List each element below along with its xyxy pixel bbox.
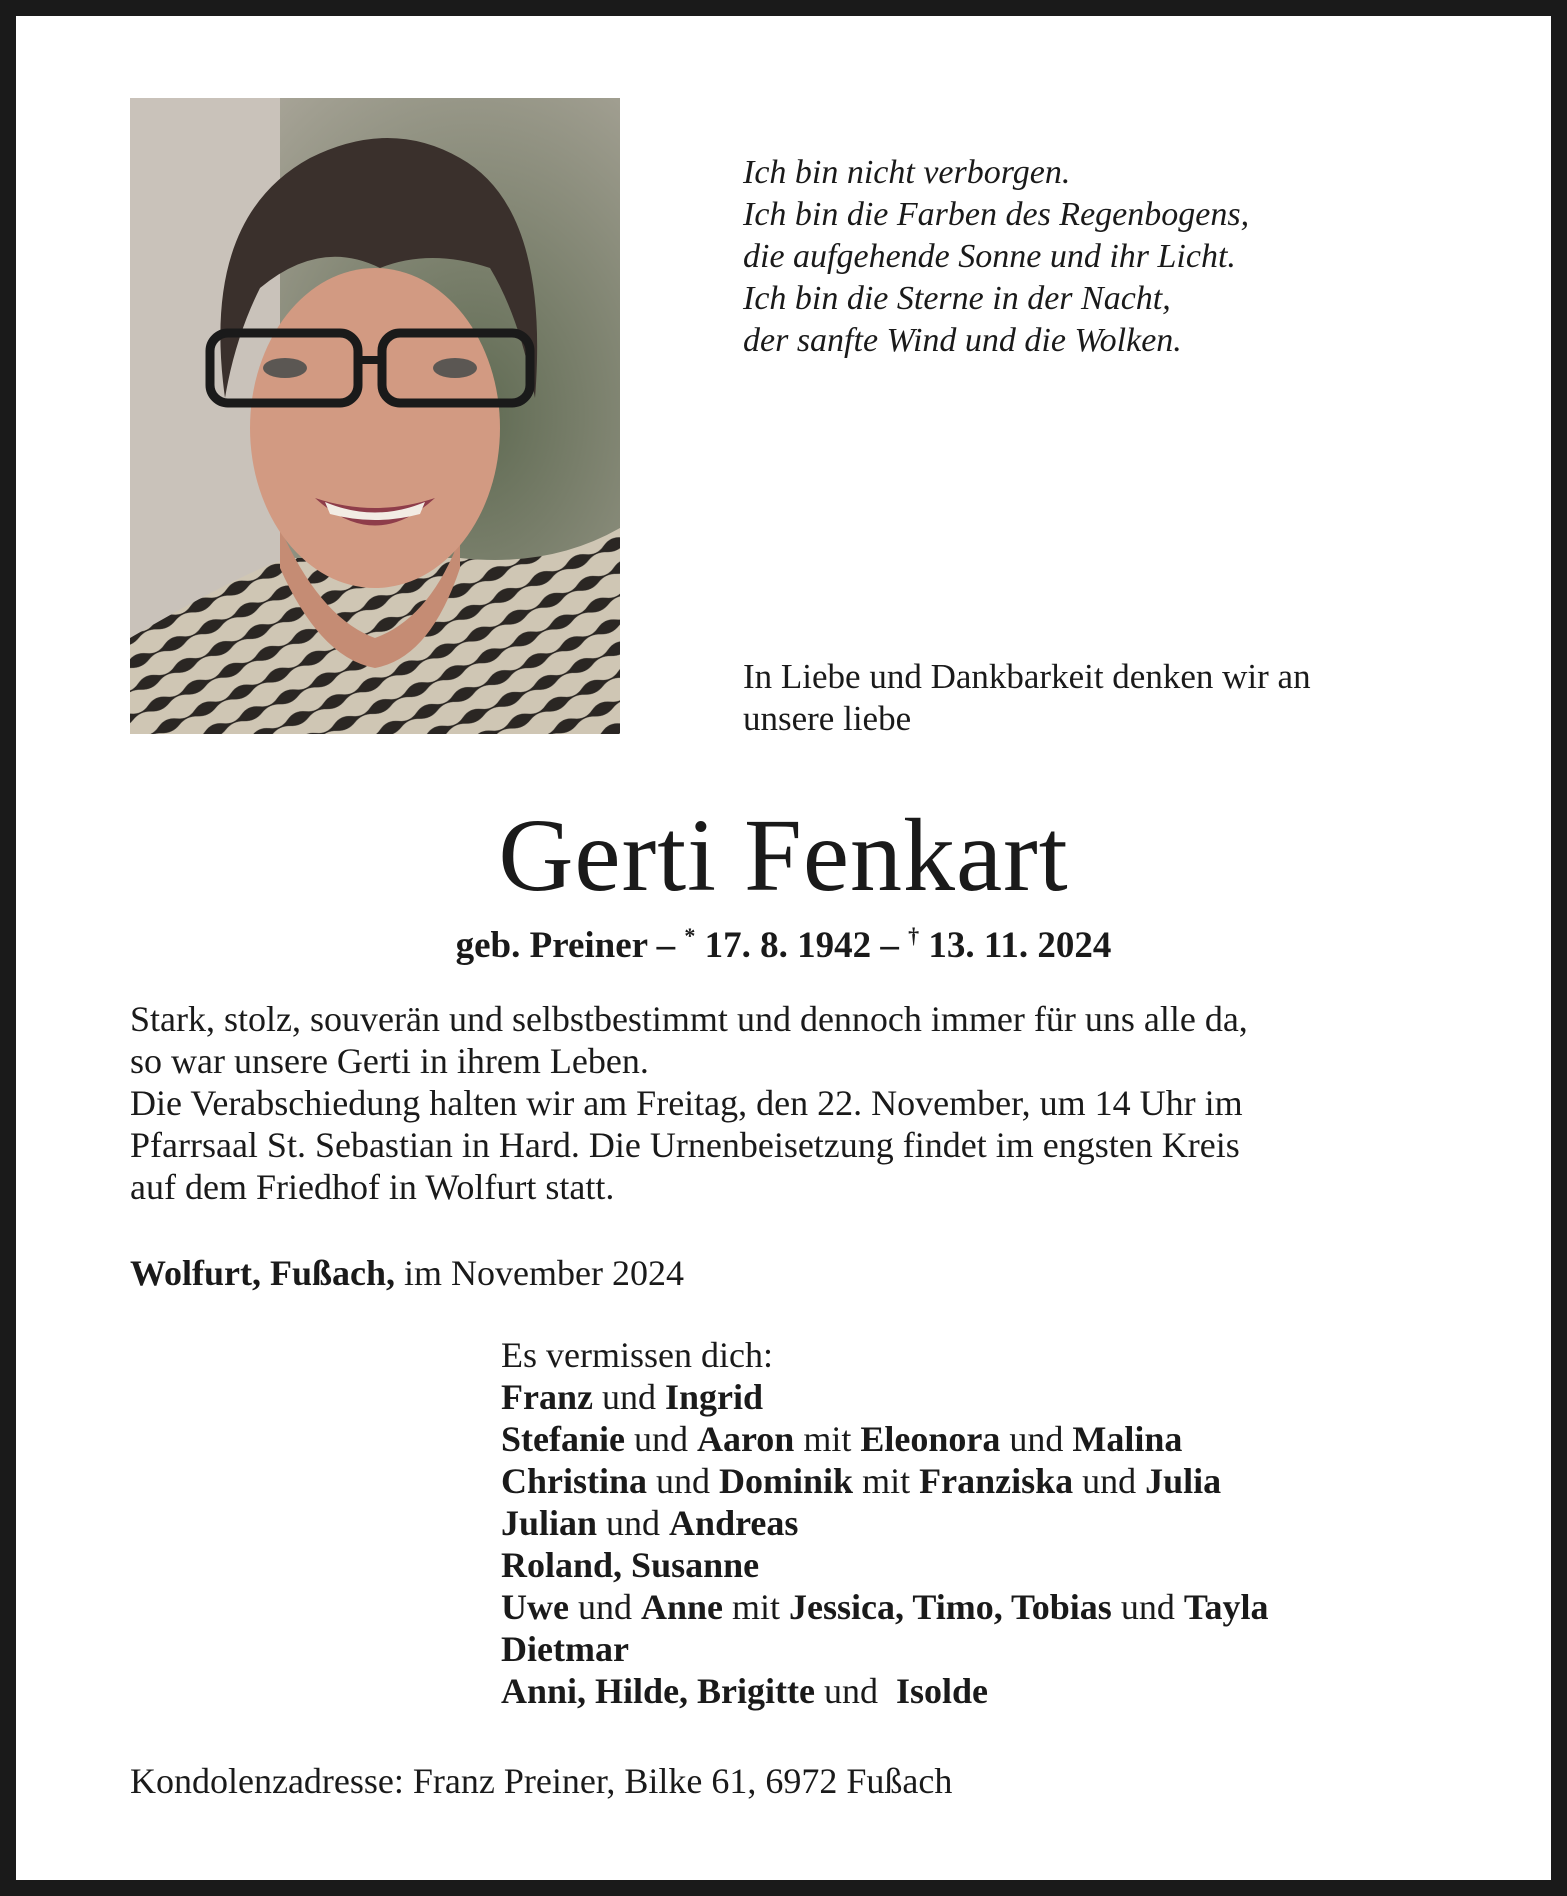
mourner-name: Anni, Hilde, Brigitte <box>501 1671 815 1711</box>
poem-line: die aufgehende Sonne und ihr Licht. <box>743 238 1236 275</box>
mourner-name: Roland, Susanne <box>501 1545 760 1585</box>
connector-word: und <box>1000 1419 1073 1459</box>
place-month: im November 2024 <box>395 1253 684 1293</box>
mourner-name: Julia <box>1145 1461 1222 1501</box>
place-names: Wolfurt, Fußach, <box>130 1253 396 1293</box>
connector-word: und <box>568 1587 641 1627</box>
mourner-name: Andreas <box>669 1503 799 1543</box>
mourner-line <box>501 1544 1461 1586</box>
mourner-line <box>501 1418 1461 1460</box>
connector-word: mit <box>723 1587 790 1627</box>
poem-line: Ich bin nicht verborgen. <box>743 154 1071 191</box>
place-date <box>130 1252 684 1294</box>
mourner-name: Christina <box>501 1461 648 1501</box>
mourner-lines <box>501 1376 1461 1712</box>
body-line: so war unsere Gerti in ihrem Leben. <box>130 1041 649 1081</box>
mourner-line <box>501 1460 1461 1502</box>
connector-word: und <box>592 1377 665 1417</box>
mourner-line <box>501 1376 1461 1418</box>
mourner-line <box>501 1586 1461 1628</box>
body-line: Die Verabschiedung halten wir am Freitag, den 22. November, um 14 Uhr im <box>130 1083 1243 1123</box>
body-line: Stark, stolz, souverän und selbstbestimmt und dennoch immer für uns alle da, <box>130 999 1248 1039</box>
body-line: Pfarrsaal St. Sebastian in Hard. Die Urnenbeisetzung findet im engsten Kreis <box>130 1125 1240 1165</box>
intro-text <box>743 656 1523 740</box>
death-cross-icon: † <box>908 923 920 948</box>
connector-word: und <box>815 1671 896 1711</box>
mourners-header: Es vermissen dich: <box>501 1335 773 1375</box>
mourner-name: Anne <box>640 1587 724 1627</box>
mourner-name: Dietmar <box>501 1629 629 1669</box>
mourner-name: Eleonora <box>860 1419 1001 1459</box>
intro-line: unsere liebe <box>743 699 912 738</box>
mourner-name: Julian <box>501 1503 598 1543</box>
mourners-list <box>501 1334 1461 1712</box>
mourner-name: Tayla <box>1183 1587 1269 1627</box>
mourner-line <box>501 1502 1461 1544</box>
birth-star-icon: * <box>684 923 696 948</box>
life-dates <box>16 914 1551 968</box>
mourner-name: Uwe <box>501 1587 569 1627</box>
poem-line: Ich bin die Sterne in der Nacht, <box>743 280 1171 317</box>
mourner-name: Franz <box>501 1377 593 1417</box>
connector-word: mit <box>853 1461 920 1501</box>
poem-line: der sanfte Wind und die Wolken. <box>743 322 1182 359</box>
mourner-name: Dominik <box>719 1461 854 1501</box>
deceased-name: Gerti Fenkart <box>498 798 1069 913</box>
intro-line: In Liebe und Dankbarkeit denken wir an <box>743 657 1311 696</box>
mourner-name: Jessica, Timo, Tobias <box>789 1587 1112 1627</box>
obituary-card <box>16 16 1551 1880</box>
death-date: 13. 11. 2024 <box>919 925 1112 966</box>
portrait-photo <box>130 98 620 734</box>
connector-word: und <box>624 1419 697 1459</box>
mourner-name: Malina <box>1072 1419 1183 1459</box>
body-line: auf dem Friedhof in Wolfurt statt. <box>130 1167 615 1207</box>
body-text <box>130 998 1450 1208</box>
birth-name: geb. Preiner – <box>455 925 685 966</box>
mourner-name: Aaron <box>696 1419 795 1459</box>
poem-line: Ich bin die Farben des Regenbogens, <box>743 196 1250 233</box>
connector-word: und <box>1111 1587 1184 1627</box>
mourner-name: Isolde <box>896 1671 989 1711</box>
mourner-line <box>501 1628 1461 1670</box>
connector-word: und <box>647 1461 720 1501</box>
mourner-name: Stefanie <box>501 1419 625 1459</box>
connector-word: und <box>1073 1461 1146 1501</box>
connector-word: und <box>597 1503 670 1543</box>
mourner-name: Franziska <box>919 1461 1074 1501</box>
condolence-address: Kondolenzadresse: Franz Preiner, Bilke 61, 6972 Fußach <box>130 1761 953 1801</box>
poem <box>743 152 1443 362</box>
birth-date: 17. 8. 1942 – <box>695 925 909 966</box>
mourner-name: Ingrid <box>664 1377 764 1417</box>
mourner-line <box>501 1670 1461 1712</box>
connector-word: mit <box>794 1419 861 1459</box>
